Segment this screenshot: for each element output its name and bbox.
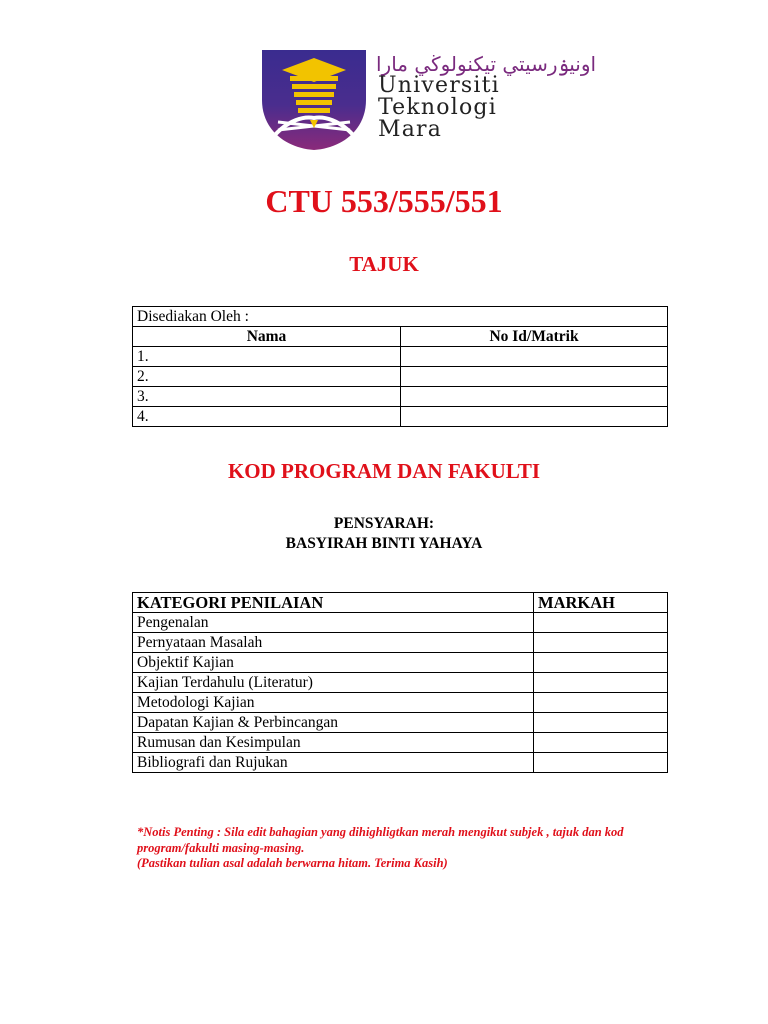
important-note: [137, 825, 677, 872]
lecturer-name: BASYIRAH BINTI YAHAYA: [285, 535, 483, 552]
category-cell: Bibliografi dan Rujukan: [133, 753, 534, 773]
member-id-cell[interactable]: [401, 347, 668, 367]
table-row: [133, 753, 668, 773]
uitm-crest-icon: [258, 48, 370, 152]
mark-cell[interactable]: [534, 693, 668, 713]
table-row: [133, 307, 668, 327]
prepared-by-table: [132, 306, 668, 427]
wordmark-line-1: Universiti: [378, 73, 500, 98]
table-row: [133, 733, 668, 753]
member-name-cell[interactable]: 3.: [133, 387, 401, 407]
prepared-by-caption: Disediakan Oleh :: [133, 307, 668, 327]
member-id-cell[interactable]: [401, 407, 668, 427]
category-cell: Objektif Kajian: [133, 653, 534, 673]
table-row: [133, 613, 668, 633]
wordmark-line-2: Teknologi: [378, 95, 497, 120]
mark-cell[interactable]: [534, 733, 668, 753]
table-row: [133, 407, 668, 427]
header-no-id: No Id/Matrik: [401, 327, 668, 347]
category-cell: Kajian Terdahulu (Literatur): [133, 673, 534, 693]
program-code-heading: KOD PROGRAM DAN FAKULTI: [227, 459, 541, 483]
member-id-cell[interactable]: [401, 387, 668, 407]
jawi-wordmark: اونيۏرسيتي تيكنولوڬي مارا: [376, 52, 597, 76]
table-row: [133, 633, 668, 653]
topic-heading: TAJUK: [349, 252, 419, 276]
header-kategori: KATEGORI PENILAIAN: [133, 593, 534, 613]
university-logo: [258, 48, 597, 152]
table-row: [133, 367, 668, 387]
table-row: [133, 653, 668, 673]
member-name-cell[interactable]: 2.: [133, 367, 401, 387]
category-cell: Pengenalan: [133, 613, 534, 633]
assessment-table: [132, 592, 668, 773]
wordmark-line-3: Mara: [378, 117, 443, 142]
category-cell: Rumusan dan Kesimpulan: [133, 733, 534, 753]
category-cell: Dapatan Kajian & Perbincangan: [133, 713, 534, 733]
table-row: [133, 387, 668, 407]
category-cell: Pernyataan Masalah: [133, 633, 534, 653]
table-header-row: [133, 327, 668, 347]
mark-cell[interactable]: [534, 613, 668, 633]
note-line-1: *Notis Penting : Sila edit bahagian yang dihighligtkan merah mengikut subjek , tajuk dan kod program/fakulti masing-masing.: [137, 825, 624, 855]
table-header-row: [133, 593, 668, 613]
member-name-cell[interactable]: 1.: [133, 347, 401, 367]
mark-cell[interactable]: [534, 753, 668, 773]
category-cell: Metodologi Kajian: [133, 693, 534, 713]
member-id-cell[interactable]: [401, 367, 668, 387]
mark-cell[interactable]: [534, 713, 668, 733]
course-code-title: CTU 553/555/551: [265, 183, 503, 219]
lecturer-block: [0, 514, 768, 554]
table-row: [133, 713, 668, 733]
table-row: [133, 347, 668, 367]
mark-cell[interactable]: [534, 653, 668, 673]
note-line-2: (Pastikan tulian asal adalah berwarna hitam. Terima Kasih): [137, 856, 448, 870]
university-wordmark: [378, 75, 500, 141]
member-name-cell[interactable]: 4.: [133, 407, 401, 427]
header-nama: Nama: [133, 327, 401, 347]
mark-cell[interactable]: [534, 673, 668, 693]
lecturer-label: PENSYARAH:: [333, 515, 435, 532]
mark-cell[interactable]: [534, 633, 668, 653]
table-row: [133, 673, 668, 693]
header-markah: MARKAH: [534, 593, 668, 613]
table-row: [133, 693, 668, 713]
